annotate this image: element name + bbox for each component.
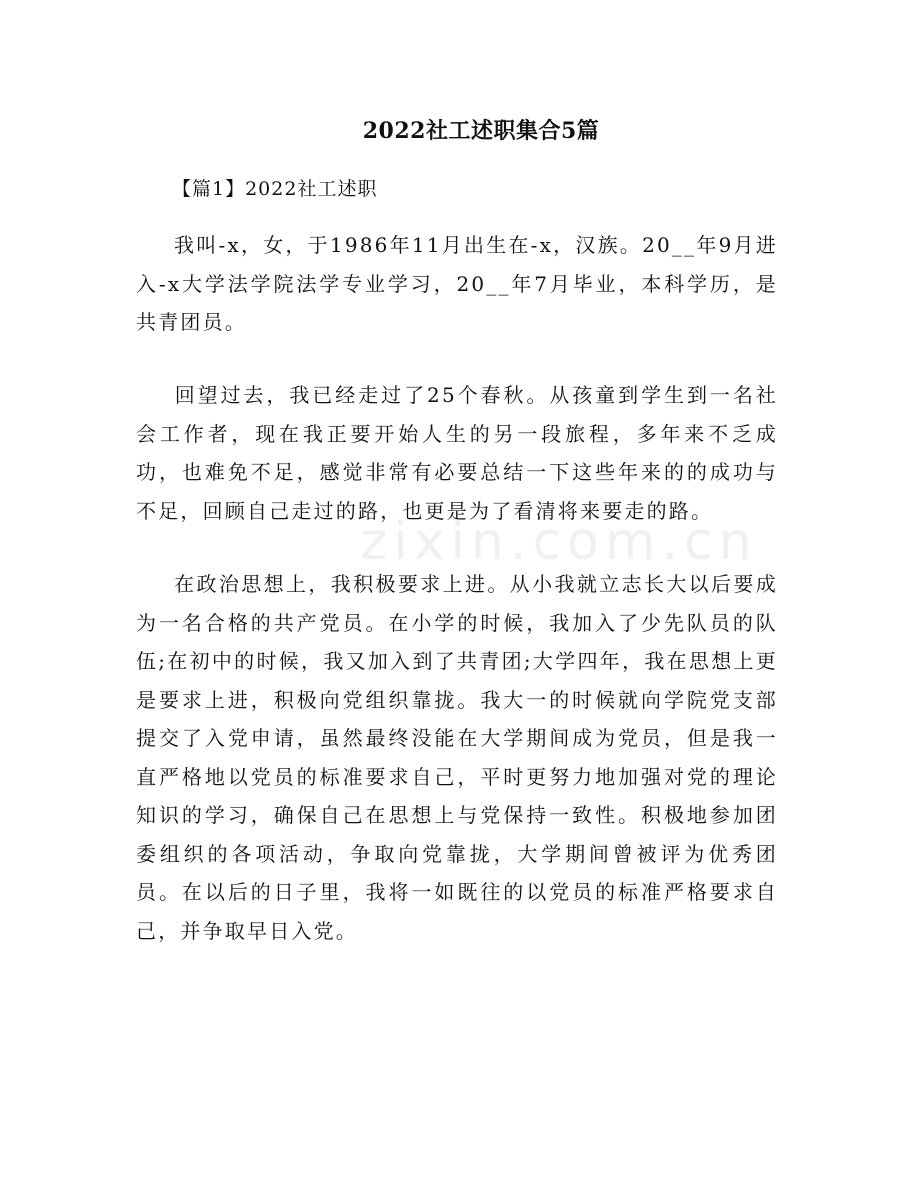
document-title: 2022社工述职集合5篇 bbox=[362, 118, 600, 144]
paragraph-1 bbox=[136, 226, 778, 342]
watermark: zixin.com.cn bbox=[360, 512, 758, 572]
paragraph-3 bbox=[136, 565, 778, 950]
paragraph-text: 在政治思想上，我积极要求上进。从小我就立志长大以后要成为一名合格的共产党员。在小学的时候，我加入了少先队员的队伍;在初中的时候，我又加入到了共青团;大学四年，我在思想上更是要求上进，积极向党组织靠拢。我大一的时候就向学院党支部提交了入党申请，虽然最终没能在大学期间成为党员，但是我一直严格地以党员的标准要求自己，平时更努力地加强对党的理论知识的学习，确保自己在思想上与党保持一致性。积极地参加团委组织的各项活动，争取向党靠拢，大学期间曾被评为优秀团员。在以后的日子里，我将一如既往的以党员的标准严格要求自己，并争取早日入党。 bbox=[136, 572, 778, 943]
paragraph-2 bbox=[136, 376, 778, 530]
paragraph-text: 我叫-x，女，于1986年11月出生在-x，汉族。20__年9月进入-x大学法学院法学专业学习，20__年7月毕业，本科学历，是共青团员。 bbox=[136, 233, 778, 334]
paragraph-text: 回望过去，我已经走过了25个春秋。从孩童到学生到一名社会工作者，现在我正要开始人生的另一段旅程，多年来不乏成功，也难免不足，感觉非常有必要总结一下这些年来的的成功与不足，回顾自己走过的路，也更是为了看清将来要走的路。 bbox=[136, 383, 778, 523]
section-heading: 【篇1】2022社工述职 bbox=[172, 178, 378, 200]
